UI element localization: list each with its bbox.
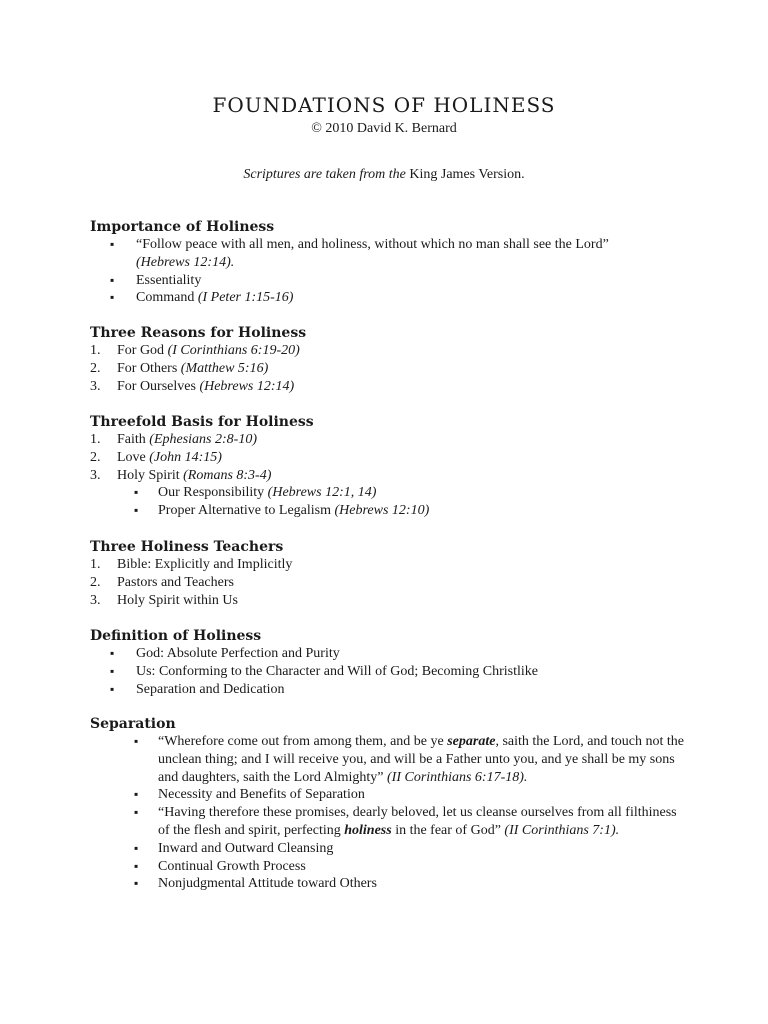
list-item — [90, 272, 690, 290]
emphasized-word: separate — [447, 734, 496, 749]
item-number: 1. — [90, 343, 101, 358]
item-text: Love — [117, 449, 150, 465]
item-number: 3. — [90, 378, 101, 394]
quote-text: “Having therefore these promises, dearly beloved, let us cleanse ourselves from all filthiness of the flesh and spirit, perfecting — [158, 805, 677, 838]
section-heading: Separation — [90, 716, 176, 732]
item-text: Pastors and Teachers — [117, 574, 234, 590]
bullet-list — [90, 645, 690, 698]
sub-bullet-list — [90, 484, 690, 520]
item-text: For God — [117, 343, 168, 358]
scripture-reference: (Matthew 5:16) — [180, 360, 269, 376]
section-teachers — [90, 538, 690, 609]
list-item: ▪ Inward and Outward Cleansing — [90, 840, 690, 858]
scripture-reference: (II Corinthians 7:1). — [504, 822, 620, 838]
section-separation — [90, 715, 690, 893]
list-item — [90, 592, 690, 610]
section-heading: Threefold Basis for Holiness — [90, 414, 314, 430]
numbered-list — [90, 431, 690, 484]
quote-text: , saith the Lord, and touch not the unclean thing; and I will receive you, and will be a Father unto you, and ye shall be my sons and daughters, saith the Lord Almighty” — [158, 734, 685, 785]
item-number: 1. — [90, 557, 101, 572]
scripture-reference: (I Peter 1:15-16) — [197, 290, 294, 306]
item-text: Holy Spirit within Us — [117, 592, 238, 608]
section-heading: Three Holiness Teachers — [90, 539, 284, 555]
item-text: Bible: Explicitly and Implicitly — [117, 557, 293, 572]
section-heading: Definition of Holiness — [90, 628, 262, 644]
translation-note — [0, 167, 768, 183]
list-item — [90, 289, 690, 307]
list-item: ▪ Separation and Dedication — [90, 681, 690, 699]
list-item: ▪ God: Absolute Perfection and Purity — [90, 645, 690, 663]
list-item: ▪ Continual Growth Process — [90, 858, 690, 876]
item-number: 3. — [90, 467, 101, 483]
section-heading: Three Reasons for Holiness — [90, 325, 307, 341]
section-importance — [90, 218, 690, 307]
scripture-reference: (Hebrews 12:14) — [199, 378, 295, 394]
list-item — [90, 449, 690, 467]
item-number: 2. — [90, 360, 101, 376]
item-number: 2. — [90, 449, 101, 465]
list-item — [90, 733, 688, 786]
item-text: For Others — [117, 360, 181, 376]
list-item — [90, 502, 690, 520]
item-text: Proper Alternative to Legalism — [158, 503, 335, 519]
copyright-line: © 2010 David K. Bernard — [311, 121, 457, 136]
translation-note-version: King James Version. — [405, 167, 525, 182]
section-heading: Importance of Holiness — [90, 219, 275, 235]
list-item — [90, 431, 690, 449]
section-definition — [90, 627, 690, 698]
item-number: 3. — [90, 592, 101, 608]
list-item — [90, 378, 690, 396]
quote-text: “Wherefore come out from among them, and be ye — [158, 734, 448, 749]
list-item — [90, 556, 690, 574]
list-item: ▪ Us: Conforming to the Character and Will of God; Becoming Christlike — [90, 663, 690, 681]
item-text: Essentiality — [136, 272, 202, 288]
list-item — [90, 360, 690, 378]
scripture-reference: (Ephesians 2:8-10) — [149, 432, 257, 447]
sub-bullet-list — [90, 733, 690, 893]
list-item — [90, 574, 690, 592]
list-item — [90, 804, 688, 840]
scripture-reference: (Hebrews 12:1, 14) — [267, 485, 377, 501]
section-basis — [90, 413, 690, 520]
item-text: Command — [136, 290, 198, 306]
item-number: 1. — [90, 432, 101, 447]
scripture-reference: (Hebrews 12:10) — [334, 503, 430, 519]
item-text: For Ourselves — [117, 378, 200, 394]
emphasized-word: holiness — [344, 822, 392, 838]
list-item: ▪ Nonjudgmental Attitude toward Others — [90, 875, 690, 893]
list-item — [90, 342, 690, 360]
numbered-list — [90, 556, 690, 609]
section-reasons — [90, 324, 690, 395]
numbered-list — [90, 342, 690, 395]
document-title: FOUNDATIONS OF HOLINESS — [212, 93, 556, 117]
list-item — [90, 484, 690, 502]
quote-text: in the fear of God” — [391, 822, 505, 838]
list-item: ▪ Necessity and Benefits of Separation — [90, 786, 690, 804]
translation-note-italic: Scriptures are taken from the — [243, 167, 406, 182]
list-item — [90, 236, 690, 272]
scripture-reference: (Romans 8:3-4) — [183, 467, 272, 483]
item-text: Holy Spirit — [117, 467, 184, 483]
bullet-list — [90, 236, 690, 307]
item-text: Our Responsibility — [158, 485, 268, 501]
scripture-reference: (I Corinthians 6:19-20) — [167, 343, 300, 358]
scripture-reference: (John 14:15) — [149, 449, 222, 465]
item-text: Faith — [117, 432, 150, 447]
scripture-reference: (II Corinthians 6:17-18). — [387, 769, 528, 785]
list-item — [90, 467, 690, 485]
quote-text: “Follow peace with all men, and holiness, without which no man shall see the Lord” — [136, 237, 609, 252]
scripture-reference: (Hebrews 12:14). — [136, 254, 235, 270]
item-number: 2. — [90, 574, 101, 590]
